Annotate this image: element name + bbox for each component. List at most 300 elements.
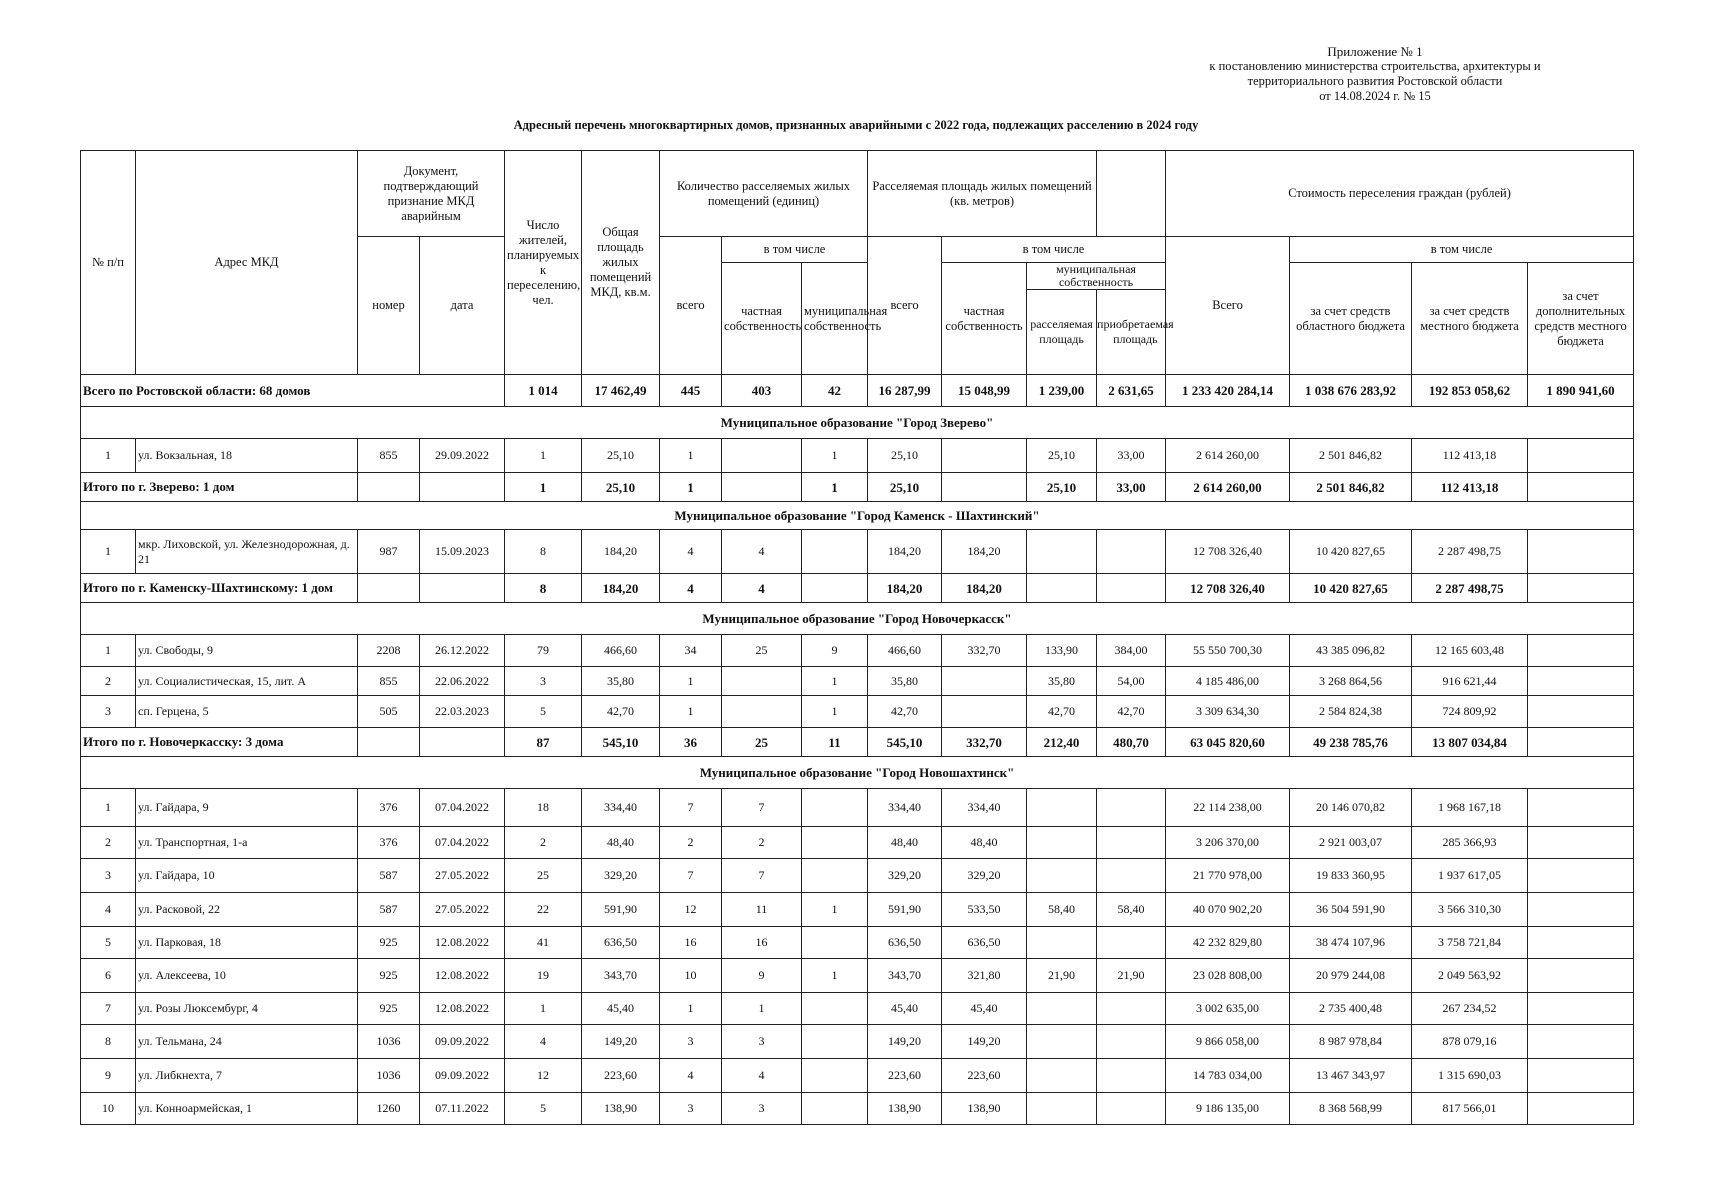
col-doc-date-header: дата	[420, 237, 505, 375]
table-cell: 23 028 808,00	[1166, 959, 1290, 993]
table-cell: 3 309 634,30	[1166, 696, 1290, 728]
table-row	[81, 635, 1634, 667]
municipality-row	[81, 407, 1634, 439]
table-cell: 855	[358, 439, 420, 473]
subtotal-cell	[722, 473, 802, 502]
table-cell: 329,20	[942, 859, 1027, 893]
table-cell: 45,40	[942, 993, 1027, 1025]
table-cell	[1097, 993, 1166, 1025]
table-cell	[1528, 439, 1634, 473]
table-cell: 2 614 260,00	[1166, 439, 1290, 473]
table-row	[81, 927, 1634, 959]
table-cell	[1528, 1025, 1634, 1059]
table-cell: 8	[505, 530, 582, 574]
table-cell: 2 049 563,92	[1412, 959, 1528, 993]
subtotal-cell	[1528, 728, 1634, 757]
table-cell: 223,60	[582, 1059, 660, 1093]
table-cell: 1	[802, 696, 868, 728]
table-cell: 3	[505, 667, 582, 696]
table-cell: 41	[505, 927, 582, 959]
table-cell: 12.08.2022	[420, 927, 505, 959]
table-cell: 22	[505, 893, 582, 927]
table-cell: 9	[81, 1059, 136, 1093]
table-cell	[942, 667, 1027, 696]
table-cell: 11	[722, 893, 802, 927]
table-cell	[1027, 827, 1097, 859]
total-cell: 1 890 941,60	[1528, 375, 1634, 407]
table-cell: 878 079,16	[1412, 1025, 1528, 1059]
table-cell: 1	[81, 789, 136, 827]
header-line-1: к постановлению министерства строительства, архитектуры и	[1209, 59, 1541, 73]
subtotal-cell: 25,10	[1027, 473, 1097, 502]
table-cell: 2 584 824,38	[1290, 696, 1412, 728]
subtotal-cell: 1	[802, 473, 868, 502]
table-cell: 3	[722, 1093, 802, 1125]
table-cell: 48,40	[942, 827, 1027, 859]
table-cell: 3	[660, 1025, 722, 1059]
table-cell: 343,70	[582, 959, 660, 993]
table-cell: 4	[660, 1059, 722, 1093]
document-header	[1150, 44, 1600, 104]
table-cell: 20 979 244,08	[1290, 959, 1412, 993]
total-cell: 1 014	[505, 375, 582, 407]
total-cell: 15 048,99	[942, 375, 1027, 407]
table-cell: 25,10	[868, 439, 942, 473]
table-cell: 916 621,44	[1412, 667, 1528, 696]
table-cell: 334,40	[582, 789, 660, 827]
address-cell: ул. Алексеева, 10	[136, 959, 358, 993]
table-cell: 987	[358, 530, 420, 574]
table-cell: 1	[660, 993, 722, 1025]
table-cell: 09.09.2022	[420, 1059, 505, 1093]
subtotal-cell	[942, 473, 1027, 502]
address-cell: ул. Тельмана, 24	[136, 1025, 358, 1059]
table-cell	[1528, 1093, 1634, 1125]
table-cell: 1	[81, 439, 136, 473]
municipality-title: Муниципальное образование "Город Зверево"	[81, 407, 1634, 439]
table-cell: 3	[81, 859, 136, 893]
table-cell: 1 968 167,18	[1412, 789, 1528, 827]
table-cell: 1	[660, 667, 722, 696]
total-cell: 1 239,00	[1027, 375, 1097, 407]
table-cell: 149,20	[582, 1025, 660, 1059]
address-cell: ул. Либкнехта, 7	[136, 1059, 358, 1093]
subtotal-cell: 2 501 846,82	[1290, 473, 1412, 502]
table-cell: 4	[505, 1025, 582, 1059]
table-cell	[1027, 1059, 1097, 1093]
total-cell: 445	[660, 375, 722, 407]
table-cell: 2	[81, 827, 136, 859]
table-cell: 7	[660, 859, 722, 893]
table-cell: 20 146 070,82	[1290, 789, 1412, 827]
col-rooms-private-header: частная собственность	[722, 263, 802, 375]
table-cell: 636,50	[942, 927, 1027, 959]
table-cell: 587	[358, 893, 420, 927]
table-cell: 48,40	[868, 827, 942, 859]
col-address-header: Адрес МКД	[136, 151, 358, 375]
table-cell: 42,70	[582, 696, 660, 728]
table-cell: 321,80	[942, 959, 1027, 993]
table-cell: 38 474 107,96	[1290, 927, 1412, 959]
table-cell: 1	[505, 993, 582, 1025]
table-cell: 21,90	[1027, 959, 1097, 993]
table-cell: 7	[660, 789, 722, 827]
table-cell	[1528, 959, 1634, 993]
table-row	[81, 789, 1634, 827]
table-row	[81, 696, 1634, 728]
table-cell: 25	[722, 635, 802, 667]
subtotal-cell: 480,70	[1097, 728, 1166, 757]
table-cell	[1528, 859, 1634, 893]
col-cost-total-header: Всего	[1166, 237, 1290, 375]
table-cell: 133,90	[1027, 635, 1097, 667]
table-cell: 636,50	[582, 927, 660, 959]
col-document-header: Документ, подтверждающий признание МКД аварийным	[358, 151, 505, 237]
table-cell: 855	[358, 667, 420, 696]
table-cell: 27.05.2022	[420, 893, 505, 927]
table-cell: 2 501 846,82	[1290, 439, 1412, 473]
table-cell: 3	[81, 696, 136, 728]
table-cell: 58,40	[1097, 893, 1166, 927]
table-cell: 8 368 568,99	[1290, 1093, 1412, 1125]
table-cell	[1097, 1059, 1166, 1093]
table-cell	[802, 1025, 868, 1059]
table-cell	[1027, 530, 1097, 574]
table-cell: 223,60	[942, 1059, 1027, 1093]
table-cell: 21,90	[1097, 959, 1166, 993]
table-cell: 5	[505, 696, 582, 728]
grand-total-row	[81, 375, 1634, 407]
subtotal-cell: 184,20	[582, 574, 660, 603]
table-cell	[802, 1093, 868, 1125]
table-cell: 3	[660, 1093, 722, 1125]
table-cell: 3 758 721,84	[1412, 927, 1528, 959]
table-cell: 184,20	[868, 530, 942, 574]
table-cell	[1528, 893, 1634, 927]
table-cell: 42,70	[868, 696, 942, 728]
subtotal-cell: 545,10	[582, 728, 660, 757]
table-cell: 817 566,01	[1412, 1093, 1528, 1125]
subtotal-cell: 12 708 326,40	[1166, 574, 1290, 603]
subtotal-cell	[1528, 473, 1634, 502]
table-cell: 48,40	[582, 827, 660, 859]
municipality-row	[81, 502, 1634, 530]
col-municipal-group-header	[1027, 262, 1174, 375]
table-cell: 55 550 700,30	[1166, 635, 1290, 667]
table-cell: 34	[660, 635, 722, 667]
table-row	[81, 439, 1634, 473]
subtotal-cell: 184,20	[868, 574, 942, 603]
table-cell	[1027, 927, 1097, 959]
table-row	[81, 827, 1634, 859]
table-cell	[802, 827, 868, 859]
table-cell: 1036	[358, 1025, 420, 1059]
empty-cell	[420, 473, 505, 502]
municipality-title: Муниципальное образование "Город Каменск - Шахтинский"	[81, 502, 1634, 530]
table-cell	[802, 927, 868, 959]
table-cell: 925	[358, 927, 420, 959]
table-cell: 2	[660, 827, 722, 859]
table-cell: 334,40	[868, 789, 942, 827]
municipality-row	[81, 603, 1634, 635]
table-cell: 18	[505, 789, 582, 827]
table-cell: 12	[505, 1059, 582, 1093]
table-header	[81, 151, 1634, 375]
subtotal-cell: 112 413,18	[1412, 473, 1528, 502]
table-cell: 16	[722, 927, 802, 959]
table-cell: 329,20	[868, 859, 942, 893]
table-cell: 2	[505, 827, 582, 859]
table-cell: 35,80	[1027, 667, 1097, 696]
subtotal-cell: 25,10	[582, 473, 660, 502]
subtotal-cell	[1027, 574, 1097, 603]
col-area-total-header: всего	[868, 237, 942, 375]
col-rooms-municipal-header: муниципальная собственность	[802, 263, 868, 375]
table-cell: 5	[81, 927, 136, 959]
table-cell: 13 467 343,97	[1290, 1059, 1412, 1093]
table-cell	[1528, 993, 1634, 1025]
address-cell: мкр. Лиховской, ул. Железнодорожная, д. 21	[136, 530, 358, 574]
table-cell: 09.09.2022	[420, 1025, 505, 1059]
table-cell: 9 866 058,00	[1166, 1025, 1290, 1059]
subtotal-cell: 212,40	[1027, 728, 1097, 757]
table-cell: 27.05.2022	[420, 859, 505, 893]
table-cell: 6	[81, 959, 136, 993]
col-cost-regional-header: за счет средств областного бюджета	[1290, 263, 1412, 375]
address-cell: ул. Вокзальная, 18	[136, 439, 358, 473]
table-row	[81, 667, 1634, 696]
subtotal-row	[81, 728, 1634, 757]
table-cell: 138,90	[942, 1093, 1027, 1125]
total-cell: 17 462,49	[582, 375, 660, 407]
table-cell	[1097, 1093, 1166, 1125]
table-cell	[1528, 635, 1634, 667]
address-cell: ул. Розы Люксембург, 4	[136, 993, 358, 1025]
municipality-title: Муниципальное образование "Город Новочеркасск"	[81, 603, 1634, 635]
table-cell: 8 987 978,84	[1290, 1025, 1412, 1059]
address-cell: ул. Конноармейская, 1	[136, 1093, 358, 1125]
address-cell: сп. Герцена, 5	[136, 696, 358, 728]
table-cell: 505	[358, 696, 420, 728]
table-cell: 267 234,52	[1412, 993, 1528, 1025]
table-cell: 07.11.2022	[420, 1093, 505, 1125]
subtotal-cell: 4	[660, 574, 722, 603]
table-cell: 223,60	[868, 1059, 942, 1093]
table-cell: 14 783 034,00	[1166, 1059, 1290, 1093]
table-cell: 25,10	[1027, 439, 1097, 473]
total-cell: 42	[802, 375, 868, 407]
table-cell	[1027, 859, 1097, 893]
grand-total-label: Всего по Ростовской области: 68 домов	[81, 375, 505, 407]
col-area-private-header: частная собственность	[942, 263, 1027, 375]
subtotal-cell: 2 287 498,75	[1412, 574, 1528, 603]
table-cell: 9	[802, 635, 868, 667]
table-cell	[1528, 1059, 1634, 1093]
col-area-acquired-header: приобретаемая площадь	[1097, 317, 1174, 346]
table-cell	[1528, 696, 1634, 728]
address-cell: ул. Гайдара, 10	[136, 859, 358, 893]
table-cell: 2 921 003,07	[1290, 827, 1412, 859]
table-cell	[722, 667, 802, 696]
table-cell	[1097, 927, 1166, 959]
table-cell	[1097, 530, 1166, 574]
table-cell: 12 708 326,40	[1166, 530, 1290, 574]
table-cell: 4	[660, 530, 722, 574]
table-cell: 40 070 902,20	[1166, 893, 1290, 927]
table-cell	[942, 439, 1027, 473]
table-cell	[802, 530, 868, 574]
table-cell: 10 420 827,65	[1290, 530, 1412, 574]
table-cell: 12.08.2022	[420, 959, 505, 993]
table-cell: 42,70	[1097, 696, 1166, 728]
subtotal-cell	[1097, 574, 1166, 603]
table-cell	[1027, 993, 1097, 1025]
address-cell: ул. Расковой, 22	[136, 893, 358, 927]
table-cell: 466,60	[868, 635, 942, 667]
table-cell: 12	[660, 893, 722, 927]
empty-cell	[420, 574, 505, 603]
table-cell	[1528, 789, 1634, 827]
table-cell: 33,00	[1097, 439, 1166, 473]
table-cell: 2	[81, 667, 136, 696]
col-area-empty-header	[1097, 151, 1166, 237]
table-cell: 2	[722, 827, 802, 859]
table-cell: 45,40	[582, 993, 660, 1025]
table-cell	[802, 993, 868, 1025]
address-cell: ул. Гайдара, 9	[136, 789, 358, 827]
table-cell: 07.04.2022	[420, 789, 505, 827]
table-cell: 3 268 864,56	[1290, 667, 1412, 696]
table-cell: 4	[722, 1059, 802, 1093]
total-cell: 403	[722, 375, 802, 407]
total-cell: 16 287,99	[868, 375, 942, 407]
col-rooms-total-header: всего	[660, 237, 722, 375]
table-cell: 16	[660, 927, 722, 959]
table-cell: 1	[660, 696, 722, 728]
subtotal-cell: 36	[660, 728, 722, 757]
table-cell: 25	[505, 859, 582, 893]
table-cell: 1	[722, 993, 802, 1025]
table-cell: 25,10	[582, 439, 660, 473]
col-rooms-incl-header: в том числе	[722, 237, 868, 263]
table-cell	[1528, 530, 1634, 574]
table-cell: 9	[722, 959, 802, 993]
subtotal-label: Итого по г. Каменску-Шахтинскому: 1 дом	[81, 574, 358, 603]
table-cell: 15.09.2023	[420, 530, 505, 574]
subtotal-cell: 25	[722, 728, 802, 757]
table-cell	[1097, 789, 1166, 827]
table-cell: 2 735 400,48	[1290, 993, 1412, 1025]
table-cell	[802, 1059, 868, 1093]
table-cell: 9 186 135,00	[1166, 1093, 1290, 1125]
col-doc-number-header: номер	[358, 237, 420, 375]
table-cell: 1	[505, 439, 582, 473]
table-cell	[1097, 1025, 1166, 1059]
table-cell: 19 833 360,95	[1290, 859, 1412, 893]
table-cell: 12.08.2022	[420, 993, 505, 1025]
table-cell: 5	[505, 1093, 582, 1125]
subtotal-cell: 49 238 785,76	[1290, 728, 1412, 757]
subtotal-cell: 8	[505, 574, 582, 603]
table-cell	[1528, 827, 1634, 859]
table-cell: 112 413,18	[1412, 439, 1528, 473]
col-cost-incl-header: в том числе	[1290, 237, 1634, 263]
table-cell: 1036	[358, 1059, 420, 1093]
table-cell: 1260	[358, 1093, 420, 1125]
table-cell: 343,70	[868, 959, 942, 993]
table-cell	[1027, 789, 1097, 827]
empty-cell	[358, 574, 420, 603]
table-cell: 4 185 486,00	[1166, 667, 1290, 696]
table-cell	[1097, 859, 1166, 893]
municipal-group-label: муниципальная собственность	[1027, 263, 1165, 290]
subtotal-cell: 25,10	[868, 473, 942, 502]
table-row	[81, 893, 1634, 927]
table-cell: 42,70	[1027, 696, 1097, 728]
empty-cell	[358, 728, 420, 757]
table-cell: 10	[660, 959, 722, 993]
table-cell: 376	[358, 789, 420, 827]
total-cell: 1 038 676 283,92	[1290, 375, 1412, 407]
table-cell: 329,20	[582, 859, 660, 893]
table-cell: 4	[722, 530, 802, 574]
table-cell	[1027, 1093, 1097, 1125]
table-cell: 8	[81, 1025, 136, 1059]
table-cell	[802, 789, 868, 827]
table-cell: 7	[722, 859, 802, 893]
table-cell: 35,80	[868, 667, 942, 696]
table-cell: 36 504 591,90	[1290, 893, 1412, 927]
table-cell: 3 206 370,00	[1166, 827, 1290, 859]
table-cell: 149,20	[942, 1025, 1027, 1059]
table-row	[81, 1093, 1634, 1125]
table-cell: 10	[81, 1093, 136, 1125]
table-cell: 35,80	[582, 667, 660, 696]
subtotal-cell: 10 420 827,65	[1290, 574, 1412, 603]
table-cell: 2208	[358, 635, 420, 667]
table-cell: 138,90	[868, 1093, 942, 1125]
total-cell: 1 233 420 284,14	[1166, 375, 1290, 407]
table-row	[81, 1025, 1634, 1059]
header-line-2: территориального развития Ростовской области	[1247, 74, 1503, 88]
table-cell: 42 232 829,80	[1166, 927, 1290, 959]
subtotal-cell: 63 045 820,60	[1166, 728, 1290, 757]
table-cell	[1097, 827, 1166, 859]
table-cell: 925	[358, 959, 420, 993]
address-cell: ул. Транспортная, 1-а	[136, 827, 358, 859]
table-cell: 22 114 238,00	[1166, 789, 1290, 827]
subtotal-label: Итого по г. Зверево: 1 дом	[81, 473, 358, 502]
table-cell: 19	[505, 959, 582, 993]
table-cell: 1	[802, 667, 868, 696]
subtotal-cell: 1	[660, 473, 722, 502]
subtotal-cell: 332,70	[942, 728, 1027, 757]
table-cell: 1	[660, 439, 722, 473]
table-row	[81, 993, 1634, 1025]
col-total-area-header: Общая площадь жилых помещений МКД, кв.м.	[582, 151, 660, 375]
col-area-resettled-header: расселяемая площадь	[1027, 290, 1097, 374]
table-cell: 4	[81, 893, 136, 927]
table-cell	[1528, 927, 1634, 959]
table-cell: 1	[802, 893, 868, 927]
table-row	[81, 530, 1634, 574]
col-cost-additional-header: за счет дополнительных средств местного бюджета	[1528, 263, 1634, 375]
table-cell: 149,20	[868, 1025, 942, 1059]
table-cell: 1 937 617,05	[1412, 859, 1528, 893]
subtotal-cell: 2 614 260,00	[1166, 473, 1290, 502]
table-cell: 26.12.2022	[420, 635, 505, 667]
table-cell: 58,40	[1027, 893, 1097, 927]
